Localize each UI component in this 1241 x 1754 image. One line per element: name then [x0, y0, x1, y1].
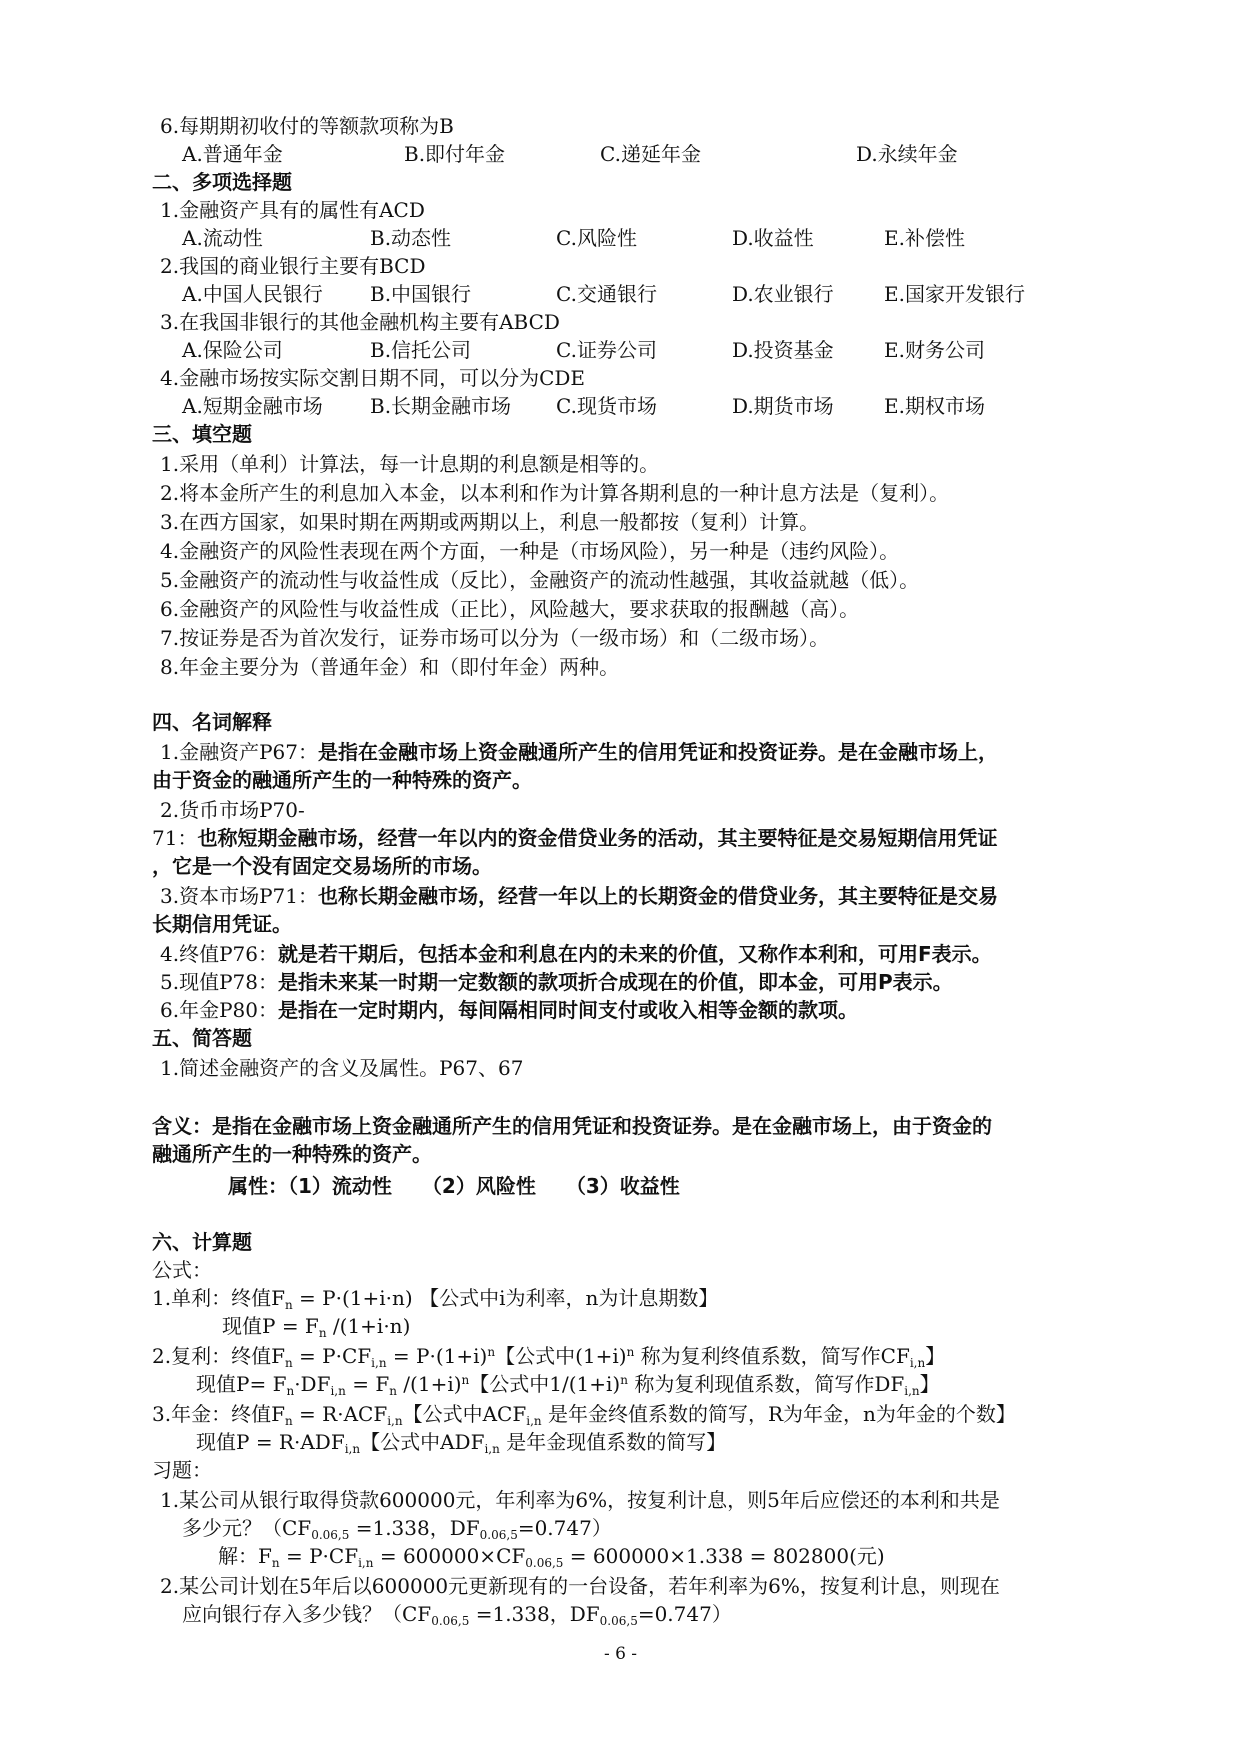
section-heading: 四、名词解释	[152, 710, 272, 734]
fill-item: 2.将本金所产生的利息加入本金，以本利和作为计算各期利息的一种计息方法是（复利）。	[160, 481, 950, 505]
option: A.普通年金	[182, 142, 283, 166]
question-stem: 2.我国的商业银行主要有BCD	[160, 254, 426, 278]
option: C.证券公司	[556, 338, 657, 362]
formula-compound-fv: 2.复利：终值$F_n = P\cdot CF_{i,n} = P\cdot(1+i)^n$【公式中$(1+i)^n$ 称为复利终值系数，简写作$CF_{i,n}$】	[152, 1344, 946, 1370]
term-definition: 1.金融资产P67：是指在金融市场上资金融通所产生的信用凭证和投资证券。是在金融市场上，	[160, 740, 998, 764]
option: D.投资基金	[732, 338, 834, 362]
question-stem: 1.简述金融资产的含义及属性。P67、67	[160, 1056, 524, 1080]
exercise-stem: 2.某公司计划在5年后以600000元更新现有的一台设备，若年利率为6%，按复利计息，则现在	[160, 1574, 1000, 1598]
option: B.即付年金	[404, 142, 506, 166]
option: C.递延年金	[600, 142, 701, 166]
answer-attributes: 属性：（1）流动性 （2）风险性 （3）收益性	[228, 1174, 680, 1198]
option: B.长期金融市场	[370, 394, 512, 418]
term-definition: 5.现值P78：是指未来某一时期一定数额的款项折合成现在的价值，即本金，可用P表示。	[160, 970, 953, 994]
formula-simple-pv: 现值$P = F_n$ /(1+i·n)	[222, 1314, 411, 1340]
fill-item: 1.采用（单利）计算法，每一计息期的利息额是相等的。	[160, 452, 660, 476]
exercise-stem: 1.某公司从银行取得贷款600000元，年利率为6%，按复利计息，则5年后应偿还的本利和共是	[160, 1488, 1000, 1512]
section-heading: 三、填空题	[152, 422, 252, 446]
term-definition: 6.年金P80：是指在一定时期内，每间隔相同时间支付或收入相等金额的款项。	[160, 998, 858, 1022]
term-definition-cont: 长期信用凭证。	[152, 912, 292, 936]
option: A.保险公司	[182, 338, 283, 362]
formula-compound-pv: 现值$P= F_n\cdot DF_{i,n} = F_n$ $/(1+i)^n$【公式中$1/(1+i)^n$ 称为复利现值系数，简写作$DF_{i,n}$】	[196, 1372, 940, 1398]
exercise-stem-cont: 多少元？（$CF_{0.06,5} =1.338$，$DF_{0.06,5}=0.747$）	[182, 1516, 612, 1542]
exercise-stem-cont: 应向银行存入多少钱？（$CF_{0.06,5} =1.338$，$DF_{0.06,5}=0.747$）	[182, 1602, 732, 1628]
option: E.补偿性	[884, 226, 965, 250]
formula-annuity-pv: 现值$P = R\cdot ADF_{i,n}$【公式中$ADF_{i,n}$ 是年金现值系数的简写】	[196, 1430, 727, 1456]
option: E.期权市场	[884, 394, 985, 418]
fill-item: 4.金融资产的风险性表现在两个方面，一种是（市场风险），另一种是（违约风险）。	[160, 539, 900, 563]
option: A.短期金融市场	[182, 394, 323, 418]
term-definition: 71：也称短期金融市场，经营一年以内的资金借贷业务的活动，其主要特征是交易短期信用凭证	[152, 826, 998, 850]
option: A.流动性	[182, 226, 263, 250]
option: D.农业银行	[732, 282, 834, 306]
question-stem: 3.在我国非银行的其他金融机构主要有ABCD	[160, 310, 560, 334]
term-label: 2.货币市场P70-	[160, 798, 305, 822]
option: B.信托公司	[370, 338, 472, 362]
fill-item: 8.年金主要分为（普通年金）和（即付年金）两种。	[160, 655, 620, 679]
section-heading: 六、计算题	[152, 1230, 252, 1254]
answer-text: 融通所产生的一种特殊的资产。	[152, 1142, 432, 1166]
formula-label: 公式：	[152, 1258, 212, 1282]
option: D.永续年金	[856, 142, 958, 166]
formula-annuity-fv: 3.年金：终值$F_n = R\cdot ACF_{i,n}$【公式中$ACF_{i,n}$ 是年金终值系数的简写，R为年金，n为年金的个数】	[152, 1402, 1016, 1428]
option: D.收益性	[732, 226, 814, 250]
option: B.动态性	[370, 226, 452, 250]
option: B.中国银行	[370, 282, 472, 306]
option: C.现货市场	[556, 394, 657, 418]
option: A.中国人民银行	[182, 282, 323, 306]
option: E.国家开发银行	[884, 282, 1025, 306]
page-number: - 6 -	[603, 1644, 638, 1664]
option: E.财务公司	[884, 338, 985, 362]
term-definition: 4.终值P76：就是若干期后，包括本金和利息在内的未来的价值，又称作本利和，可用F表示。	[160, 942, 992, 966]
section-heading: 二、多项选择题	[152, 170, 292, 194]
fill-item: 5.金融资产的流动性与收益性成（反比），金融资产的流动性越强，其收益就越（低）。	[160, 568, 920, 592]
question-stem: 4.金融市场按实际交割日期不同，可以分为CDE	[160, 366, 586, 390]
answer-text: 含义：是指在金融市场上资金融通所产生的信用凭证和投资证券。是在金融市场上，由于资金的	[152, 1114, 992, 1138]
option: D.期货市场	[732, 394, 834, 418]
exercise-solution: 解：$F_n = P\cdot CF_{i,n} = 600000\times CF_{0.06,5} = 600000\times 1.338 = 802800$(元)	[218, 1544, 885, 1570]
term-definition: 3.资本市场P71：也称长期金融市场，经营一年以上的长期资金的借贷业务，其主要特征是交易	[160, 884, 998, 908]
option: C.风险性	[556, 226, 637, 250]
fill-item: 3.在西方国家，如果时期在两期或两期以上，利息一般都按（复利）计算。	[160, 510, 820, 534]
fill-item: 7.按证券是否为首次发行，证券市场可以分为（一级市场）和（二级市场）。	[160, 626, 830, 650]
term-definition-cont: 由于资金的融通所产生的一种特殊的资产。	[152, 768, 532, 792]
question-stem: 6.每期期初收付的等额款项称为B	[160, 114, 454, 138]
formula-simple-fv: 1.单利：终值$F_n = P\cdot(1+i\cdot n)$ 【公式中i为利率，n为计息期数】	[152, 1286, 719, 1312]
question-stem: 1.金融资产具有的属性有ACD	[160, 198, 425, 222]
exercise-label: 习题：	[152, 1458, 212, 1482]
option: C.交通银行	[556, 282, 657, 306]
section-heading: 五、简答题	[152, 1026, 252, 1050]
term-definition-cont: ，它是一个没有固定交易场所的市场。	[152, 854, 492, 878]
fill-item: 6.金融资产的风险性与收益性成（正比），风险越大，要求获取的报酬越（高）。	[160, 597, 860, 621]
